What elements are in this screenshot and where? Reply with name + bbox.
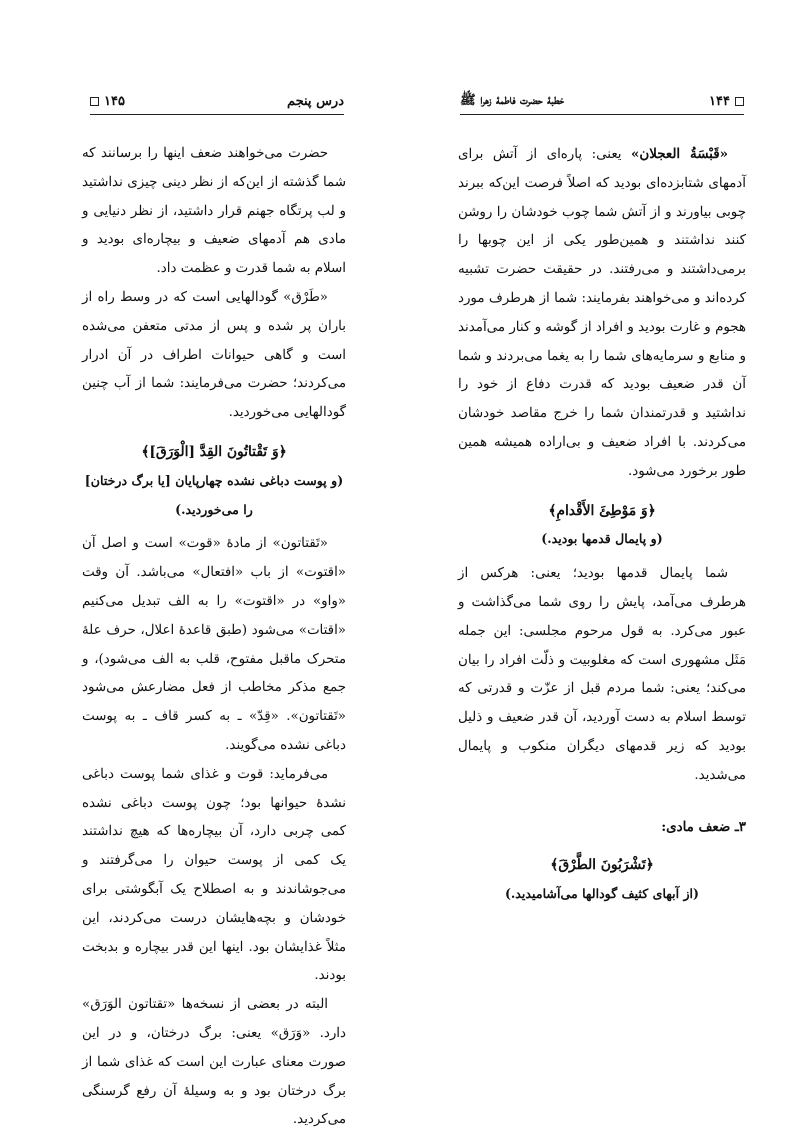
quran-quote: ﴿وَ تَقْتاتُونَ القِدَّ [الْوَرَقَ]﴾ xyxy=(141,443,287,460)
quran-quote: ﴿وَ مَوْطِئَ الأَقْدامِ﴾ xyxy=(548,502,656,519)
left-page xyxy=(0,0,400,1128)
paragraph: البته در بعضی از نسخه‌ها «تقتاتون الوَرَق» دارد. «وَرَق» یعنی: برگ درختان، و در این صورت معنای عبارت این است که غذای شما از برگ درختان بود و به وسیلهٔ آن رفع گرسنگی می‌کردید. xyxy=(82,997,346,1128)
paragraph: حضرت می‌خواهند ضعف اینها را برسانند که شما گذشته از این‌که از نظر دینی چیزی نداشتید و لب پرتگاه جهنم قرار داشتید، از نظر دنیایی و مادی هم آدمهای ضعیف و بیچاره‌ای بودید و اسلام به شما قدرت و عظمت داد. xyxy=(82,146,346,277)
right-page xyxy=(400,0,800,1100)
section-heading: ۳ـ ضعف مادی: xyxy=(661,818,746,835)
paragraph: می‌فرماید: قوت و غذای شما پوست دباغی نشدهٔ حیوانها بود؛ چون پوست دباغی نشده کمی چربی دارد، آن بیچاره‌ها که هیچ نداشتند یک کمی از پوست حیوان را می‌گرفتند و می‌جوشاندند و به اصطلاح یک آبگوشتی برای خودشان و بچه‌هایشان درست می‌کردند، این مثلاً غذایشان بود. اینها این قدر بیچاره و بدبخت بودند. xyxy=(82,766,346,984)
square-box-icon xyxy=(735,97,744,106)
page-number-block xyxy=(90,94,125,109)
page-number-block xyxy=(709,94,744,109)
quote-translation: (و پایمال قدمها بودید.) xyxy=(541,531,663,547)
quote-translation: (از آبهای کثیف گودالها می‌آشامیدید.) xyxy=(504,886,700,902)
page-header xyxy=(460,88,744,115)
paragraph-text: یعنی: پاره‌ای از آتش برای آدمهای شتابزده‌ای بودید که اصلاً فرصت این‌که ببرند چوبی بیاورند و از آتش شما چوب خودشان را روشن کنند نداشتند و همین‌طور یکی از این چوبها را برمی‌داشتند و می‌رفتند. در حقیقت حضرت تشبیه کرده‌اند و می‌خواهند بفرمایند: شما از هرطرف مورد هجوم و غارت بودید و افراد از گوشه و کنار می‌آمدند و منابع و سرمایه‌های شما را به یغما می‌بردند و شما آن قدر ضعیف بودید که قدرت دفاع از خود را نداشتید و قدرتمندان شما را خرج مقاصد خودشان می‌کردند. با افراد ضعیف و بی‌اراده همیشه همین طور برخورد می‌شود. xyxy=(458,147,746,479)
page-number: ۱۴۵ xyxy=(104,93,125,109)
page-header xyxy=(90,88,344,115)
page-body xyxy=(82,140,346,1135)
running-title: درس پنجم xyxy=(286,93,344,109)
paragraph: «تَقتاتون» از مادهٔ «قوت» است و اصل آن «اقتوت» از باب «افتعال» می‌باشد. آن وقت «واو» در «اقتوت» را به الف تبدیل می‌کنیم «اقتات» می‌شود (طبق قاعدهٔ اعلال، حرف علهٔ متحرک ماقبل مفتوح، قلب به الف می‌شود)، و جمع مذکر مخاطب از فعل مضارعش می‌شود «تَقتاتون». «قِدّ» ـ به کسر قاف ـ به پوست دباغی نشده می‌گویند. xyxy=(82,536,346,753)
page-number: ۱۴۴ xyxy=(709,93,730,109)
paragraph: شما پایمال قدمها بودید؛ یعنی: هرکس از هرطرف می‌آمد، پایش را روی شما می‌گذاشت و عبور می‌کرد. به قول مرحوم مجلسی: این جمله مَثَل مشهوری است که مغلوبیت و ذلّت افراد را بیان می‌کند؛ یعنی: شما مردم قبل از عزّت و قدرتی که توسط اسلام به دست آوردید، آن قدر ضعیف و ذلیل بودید که زیر قدمهای دیگران منکوب و پایمال می‌شدید. xyxy=(458,566,746,783)
running-title: خطبهٔ حضرت فاطمهٔ زهرا ﷺ xyxy=(460,92,564,108)
square-box-icon xyxy=(90,97,99,106)
paragraph-lead: «قَبْسَةُ العجلان» xyxy=(631,146,728,162)
paragraph xyxy=(458,140,746,487)
quote-translation: (و پوست دباغی نشده چهارپایان [یا برگ درختان] را می‌خوردید.) xyxy=(84,472,344,517)
page-body xyxy=(458,140,746,915)
paragraph: «طَرْق» گودالهایی است که در وسط راه از باران پر شده و پس از مدتی متعفن می‌شده است و گاهی حیوانات اطراف در آن ادرار می‌کردند؛ حضرت می‌فرمایند: شما از آب چنین گودالهایی می‌خوردید. xyxy=(82,289,346,421)
quran-quote: ﴿تَشْرَبُونَ الطَّرْقَ﴾ xyxy=(550,857,654,874)
